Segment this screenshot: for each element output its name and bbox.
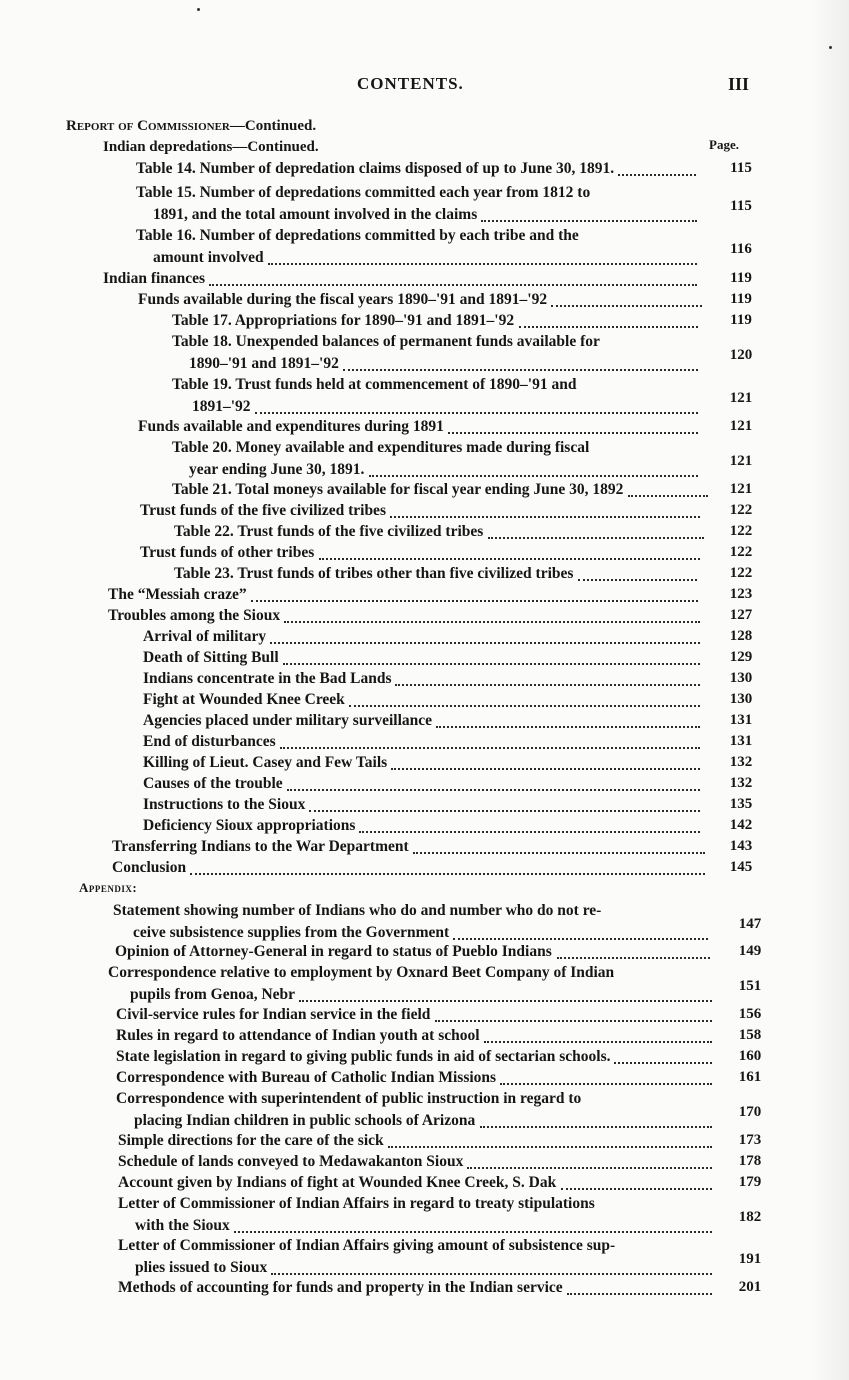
dot-leader xyxy=(561,1182,712,1190)
scan-speck xyxy=(197,8,200,11)
appendix-entry-page: 161 xyxy=(738,1069,762,1085)
appendix-entry-page: 158 xyxy=(738,1027,762,1043)
toc-entry-title: Agencies placed under military surveillance xyxy=(143,712,433,729)
dot-leader xyxy=(190,867,705,875)
toc-entry-title: Table 14. Number of depredation claims disposed of up to June 30, 1891. xyxy=(136,160,615,177)
report-heading-prefix: Report of Commissioner xyxy=(66,118,230,134)
appendix-entry-title: Letter of Commissioner of Indian Affairs giving amount of subsistence sup- xyxy=(118,1237,616,1254)
appendix-entry xyxy=(0,1237,849,1281)
appendix-entry-page: 151 xyxy=(738,978,762,994)
appendix-entry-page: 170 xyxy=(738,1104,762,1120)
toc-entry-title: Trust funds of the five civilized tribes xyxy=(140,502,386,519)
dot-leader xyxy=(271,1267,712,1275)
appendix-entry-title: Correspondence with superintendent of public instruction in regard to xyxy=(116,1090,582,1107)
appendix-entry-page: 191 xyxy=(738,1251,762,1267)
toc-entry-page: 131 xyxy=(729,733,753,749)
toc-entry-page: 121 xyxy=(729,418,753,434)
appendix-entry xyxy=(0,1195,849,1239)
dot-leader xyxy=(234,1225,712,1233)
appendix-entry-title-continued: ceive subsistence supplies from the Government xyxy=(133,924,450,941)
toc-entry-title: Table 16. Number of depredations committed by each tribe and the xyxy=(136,227,579,244)
appendix-entry-title: State legislation in regard to giving public funds in aid of sectarian schools. xyxy=(116,1048,611,1065)
appendix-entry xyxy=(0,1174,849,1196)
appendix-entry-title-continued: pupils from Genoa, Nebr xyxy=(130,986,296,1003)
toc-entry xyxy=(0,291,849,313)
dot-leader xyxy=(567,1287,712,1295)
dot-leader xyxy=(255,406,698,414)
toc-entry-page: 132 xyxy=(729,754,753,770)
toc-entry-page: 123 xyxy=(729,586,753,602)
dot-leader xyxy=(614,1056,712,1064)
appendix-entry xyxy=(0,1027,849,1049)
appendix-entry-title: Statement showing number of Indians who do and number who do not re- xyxy=(113,902,602,919)
dot-leader xyxy=(484,1035,712,1043)
dot-leader xyxy=(268,257,697,265)
section-heading: Indian depredations—Continued. xyxy=(103,139,319,155)
dot-leader xyxy=(391,762,700,770)
dot-leader xyxy=(359,825,700,833)
appendix-entry-page: 160 xyxy=(738,1048,762,1064)
appendix-entry xyxy=(0,943,849,965)
appendix-entry-title: Simple directions for the care of the sick xyxy=(118,1132,384,1149)
toc-entry-page: 129 xyxy=(729,649,753,665)
toc-entry-page: 130 xyxy=(729,670,753,686)
toc-entry xyxy=(0,544,849,566)
toc-entry xyxy=(0,628,849,650)
toc-entry xyxy=(0,796,849,818)
dot-leader xyxy=(578,573,697,581)
toc-entry-page: 122 xyxy=(729,565,753,581)
page-title: CONTENTS. xyxy=(357,74,464,93)
toc-entry-page: 128 xyxy=(729,628,753,644)
toc-entry xyxy=(0,523,849,545)
toc-entry xyxy=(0,418,849,440)
toc-entry-page: 130 xyxy=(729,691,753,707)
appendix-entry-page: 149 xyxy=(738,943,762,959)
toc-entry-title: Table 22. Trust funds of the five civilized tribes xyxy=(174,523,484,540)
appendix-entry-title: Letter of Commissioner of Indian Affairs in regard to treaty stipulations xyxy=(118,1195,595,1212)
toc-entry-title: Table 17. Appropriations for 1890–'91 and 1891–'92 xyxy=(172,312,515,329)
toc-entry-page: 142 xyxy=(729,817,753,833)
toc-entry xyxy=(0,184,849,228)
page-column-label: Page. xyxy=(709,137,739,152)
appendix-entry-title-continued: with the Sioux xyxy=(135,1217,230,1234)
toc-entry-title: Funds available and expenditures during 1891 xyxy=(138,418,444,435)
dot-leader xyxy=(628,489,708,497)
appendix-entry-title: Account given by Indians of fight at Wounded Knee Creek, S. Dak xyxy=(118,1174,557,1191)
toc-entry xyxy=(0,859,849,881)
dot-leader xyxy=(319,552,700,560)
toc-entry xyxy=(0,775,849,797)
toc-entry-title: The “Messiah craze” xyxy=(108,586,247,603)
toc-entry-title-continued: 1891–'92 xyxy=(192,398,251,415)
toc-entry xyxy=(0,333,849,377)
toc-entry xyxy=(0,439,849,483)
toc-entry xyxy=(0,733,849,755)
toc-entry-title: Indian finances xyxy=(103,270,206,287)
toc-entry-title-continued: 1891, and the total amount involved in the claims xyxy=(153,206,478,223)
dot-leader xyxy=(369,469,698,477)
toc-entry-page: 119 xyxy=(730,291,752,307)
toc-entry-page: 115 xyxy=(730,198,752,214)
appendix-entry-page: 156 xyxy=(738,1006,762,1022)
dot-leader xyxy=(448,426,698,434)
appendix-entry-title: Methods of accounting for funds and property in the Indian service xyxy=(118,1279,563,1296)
toc-entry xyxy=(0,270,849,292)
toc-entry-page: 135 xyxy=(729,796,753,812)
toc-entry xyxy=(0,838,849,860)
dot-leader xyxy=(481,214,697,222)
toc-entry-title: Death of Sitting Bull xyxy=(143,649,279,666)
toc-entry-title: Indians concentrate in the Bad Lands xyxy=(143,670,392,687)
dot-leader xyxy=(299,994,712,1002)
toc-entry-title: Funds available during the fiscal years 1890–'91 and 1891–'92 xyxy=(138,291,548,308)
toc-entry-page: 119 xyxy=(730,270,752,286)
toc-entry xyxy=(0,754,849,776)
dot-leader xyxy=(453,932,708,940)
dot-leader xyxy=(287,783,700,791)
appendix-entry-title-continued: plies issued to Sioux xyxy=(135,1259,268,1276)
dot-leader xyxy=(251,594,698,602)
toc-entry xyxy=(0,312,849,334)
appendix-entry-page: 173 xyxy=(738,1132,762,1148)
dot-leader xyxy=(390,510,700,518)
toc-entry-title: Table 21. Total moneys available for fiscal year ending June 30, 1892 xyxy=(172,481,624,498)
appendix-entry-page: 179 xyxy=(738,1174,762,1190)
dot-leader xyxy=(388,1140,712,1148)
toc-entry xyxy=(0,586,849,608)
appendix-entry-title: Rules in regard to attendance of Indian youth at school xyxy=(116,1027,480,1044)
dot-leader xyxy=(467,1161,712,1169)
appendix-entry xyxy=(0,1048,849,1070)
dot-leader xyxy=(349,699,700,707)
toc-entry-title: Deficiency Sioux appropriations xyxy=(143,817,356,834)
toc-entry-page: 115 xyxy=(730,160,752,176)
appendix-entry xyxy=(0,1006,849,1028)
toc-entry xyxy=(0,670,849,692)
dot-leader xyxy=(480,1120,712,1128)
toc-entry-title: Arrival of military xyxy=(143,628,267,645)
toc-entry-title-continued: amount involved xyxy=(153,249,264,266)
dot-leader xyxy=(270,636,700,644)
appendix-entry-page: 201 xyxy=(738,1279,762,1295)
toc-entry-title: Causes of the trouble xyxy=(143,775,283,792)
appendix-entry-page: 182 xyxy=(738,1209,762,1225)
toc-entry-title: Killing of Lieut. Casey and Few Tails xyxy=(143,754,388,771)
report-heading xyxy=(66,118,316,135)
toc-entry-page: 116 xyxy=(730,241,752,257)
toc-entry-page: 131 xyxy=(729,712,753,728)
toc-entry xyxy=(0,160,849,182)
page-number: III xyxy=(728,74,750,94)
dot-leader xyxy=(500,1077,712,1085)
toc-entry-title: Table 19. Trust funds held at commencement of 1890–'91 and xyxy=(172,376,577,393)
toc-entry-page: 122 xyxy=(729,523,753,539)
dot-leader xyxy=(395,678,700,686)
dot-leader xyxy=(413,846,705,854)
toc-entry-page: 122 xyxy=(729,544,753,560)
appendix-entry xyxy=(0,964,849,1008)
appendix-entry xyxy=(0,902,849,946)
toc-entry-title: Instructions to the Sioux xyxy=(143,796,306,813)
toc-entry-page: 120 xyxy=(729,347,753,363)
dot-leader xyxy=(519,320,698,328)
scan-speck xyxy=(829,46,832,49)
toc-entry-title-continued: year ending June 30, 1891. xyxy=(189,461,365,478)
toc-entry-page: 145 xyxy=(729,859,753,875)
toc-entry xyxy=(0,502,849,524)
appendix-entry-title: Opinion of Attorney-General in regard to status of Pueblo Indians xyxy=(115,943,552,960)
appendix-entry xyxy=(0,1069,849,1091)
toc-entry-title-continued: 1890–'91 and 1891–'92 xyxy=(189,355,339,372)
toc-entry-page: 121 xyxy=(729,390,753,406)
appendix-entry-title-continued: placing Indian children in public schools of Arizona xyxy=(134,1112,476,1129)
dot-leader xyxy=(618,168,696,176)
appendix-heading: Appendix: xyxy=(79,880,138,895)
dot-leader xyxy=(557,951,710,959)
toc-entry-page: 121 xyxy=(729,453,753,469)
toc-entry-title: Transferring Indians to the War Department xyxy=(112,838,409,855)
running-header xyxy=(0,74,849,98)
appendix-entry-page: 147 xyxy=(738,916,762,932)
toc-entry xyxy=(0,649,849,671)
toc-entry-page: 121 xyxy=(729,481,753,497)
toc-entry xyxy=(0,481,849,503)
appendix-entry-title: Correspondence with Bureau of Catholic Indian Missions xyxy=(116,1069,497,1086)
toc-entry-title: Fight at Wounded Knee Creek xyxy=(143,691,345,708)
toc-entry xyxy=(0,376,849,420)
toc-entry-page: 122 xyxy=(729,502,753,518)
toc-entry-title: Table 15. Number of depredations committed each year from 1812 to xyxy=(136,184,591,201)
dot-leader xyxy=(280,741,700,749)
dot-leader xyxy=(435,1014,712,1022)
toc-entry xyxy=(0,565,849,587)
toc-entry-title: Troubles among the Sioux xyxy=(108,607,281,624)
toc-entry xyxy=(0,227,849,271)
toc-entry xyxy=(0,691,849,713)
toc-entry-title: Table 18. Unexpended balances of permanent funds available for xyxy=(172,333,600,350)
dot-leader xyxy=(436,720,700,728)
dot-leader xyxy=(551,299,702,307)
dot-leader xyxy=(209,278,697,286)
toc-entry-title: Table 20. Money available and expenditures made during fiscal xyxy=(172,439,590,456)
toc-entry-title: End of disturbances xyxy=(143,733,276,750)
toc-entry-title: Table 23. Trust funds of tribes other than five civilized tribes xyxy=(174,565,574,582)
appendix-entry xyxy=(0,1153,849,1175)
toc-entry-title: Conclusion xyxy=(112,859,187,876)
appendix-entry xyxy=(0,1132,849,1154)
toc-entry-page: 132 xyxy=(729,775,753,791)
appendix-entry xyxy=(0,1279,849,1301)
appendix-entry-title: Correspondence relative to employment by Oxnard Beet Company of Indian xyxy=(108,964,615,981)
toc-entry xyxy=(0,712,849,734)
toc-entry-page: 143 xyxy=(729,838,753,854)
appendix-entry-page: 178 xyxy=(738,1153,762,1169)
appendix-entry-title: Civil-service rules for Indian service in the field xyxy=(116,1006,431,1023)
dot-leader xyxy=(283,657,700,665)
dot-leader xyxy=(343,363,698,371)
toc-entry-page: 127 xyxy=(729,607,753,623)
dot-leader xyxy=(309,804,700,812)
toc-entry xyxy=(0,607,849,629)
toc-entry-page: 119 xyxy=(730,312,752,328)
dot-leader xyxy=(284,615,700,623)
appendix-entry xyxy=(0,1090,849,1134)
dot-leader xyxy=(488,531,704,539)
toc-entry-title: Trust funds of other tribes xyxy=(140,544,315,561)
toc-entry xyxy=(0,817,849,839)
report-heading-suffix: —Continued. xyxy=(229,118,317,134)
appendix-entry-title: Schedule of lands conveyed to Medawakanton Sioux xyxy=(118,1153,464,1170)
